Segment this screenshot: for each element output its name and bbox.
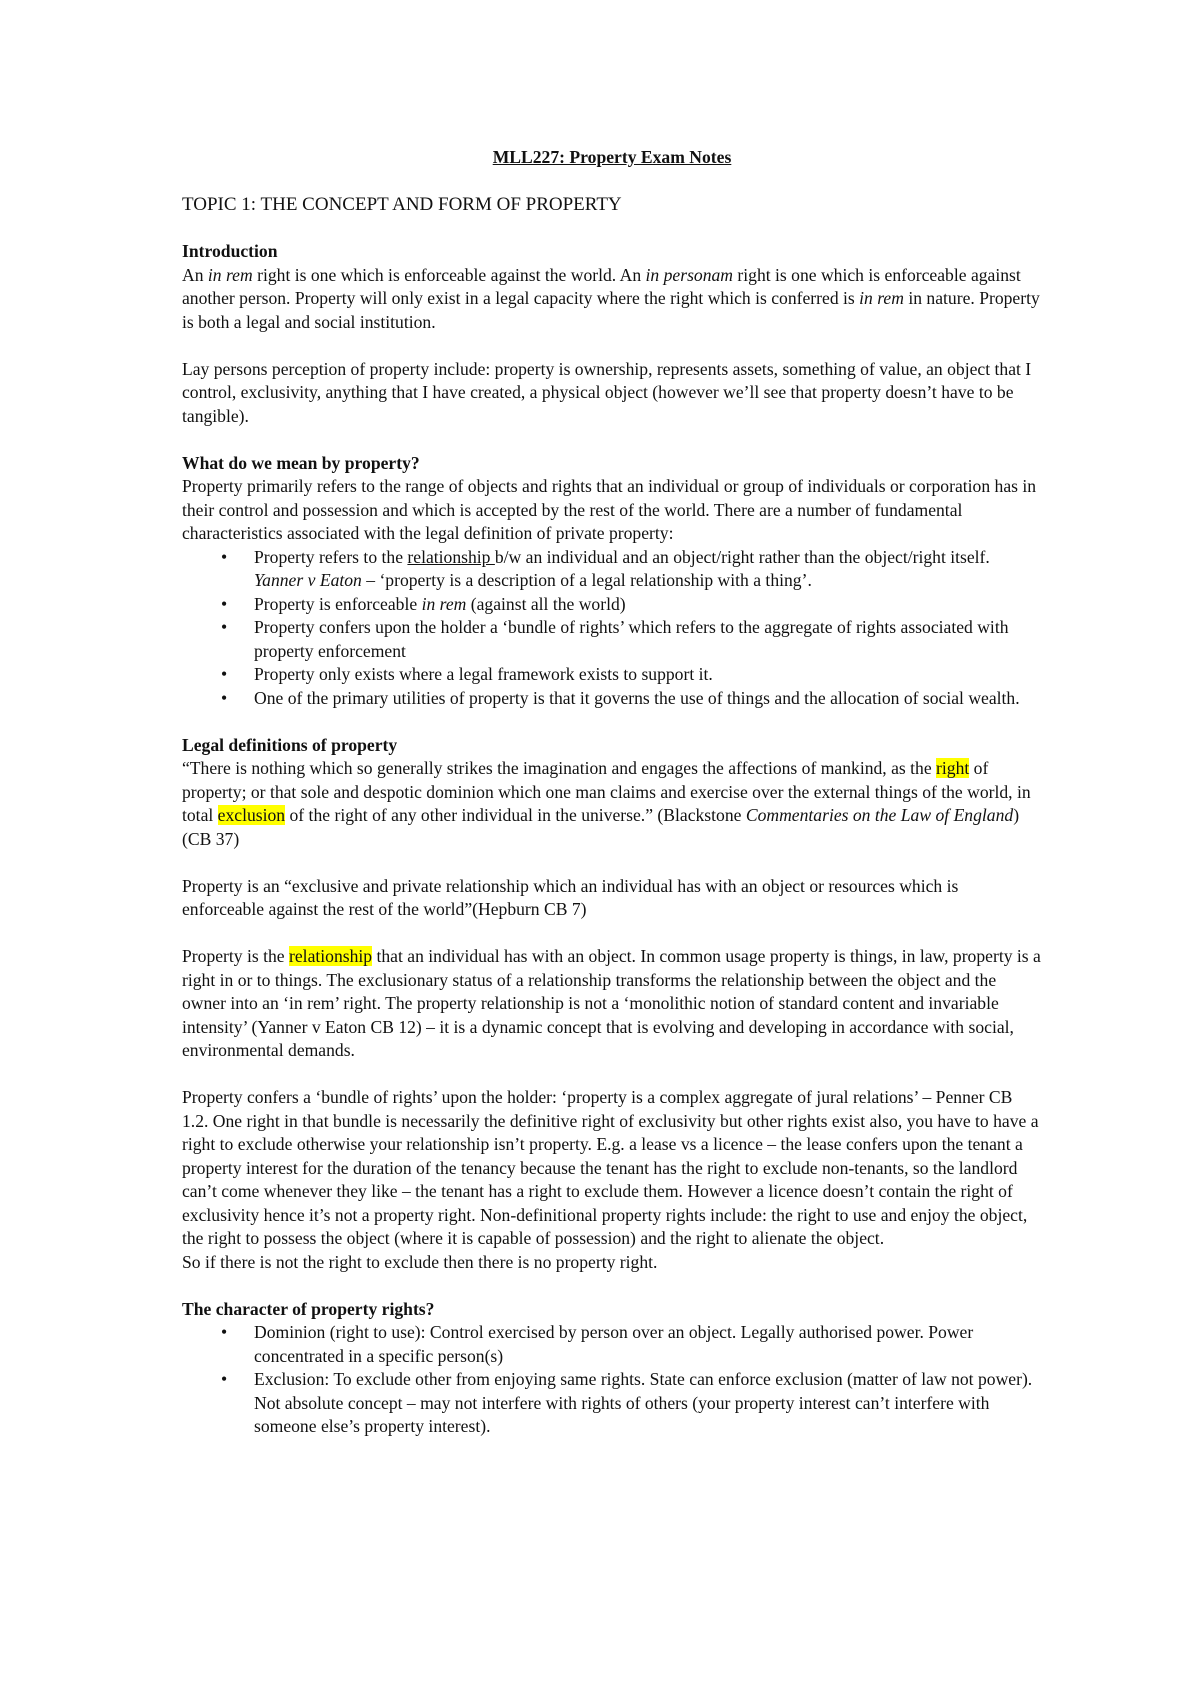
list-item: • One of the primary utilities of property is that it governs the use of things and the allocation of social wealth. — [182, 687, 1042, 711]
highlight-relationship: relationship — [289, 946, 373, 966]
lay-persons-paragraph: Lay persons perception of property include: property is ownership, represents assets, something of value, an object that I control, exclusivity, anything that I have created, a physical object (however we’ll see that property doesn’t have to be tangible). — [182, 358, 1032, 426]
bundle-of-rights-paragraph: Property confers a ‘bundle of rights’ upon the holder: ‘property is a complex aggregate of jural relations’ – Penner CB 1.2. One right in that bundle is necessarily the definitive right of exclusivity but other rights exist also, you have to have a right to exclude otherwise your relationship isn’t property. E.g. a lease vs a licence – the lease confers upon the tenant a property interest for the duration of the tenancy because the tenant has the right to exclude non-tenants, so the landlord can’t come whenever they like – the tenant has a right to exclude them. However a licence doesn’t contain the right of exclusivity hence it’s not a property right. Non-definitional property rights include: the right to use and enjoy the object, the right to possess the object (where it is capable of possession) and the right to alienate the object. — [182, 1087, 1039, 1248]
list-item: • Exclusion: To exclude other from enjoying same rights. State can enforce exclusion (matter of law not power). Not absolute concept – may not interfere with rights of others (your property interest can’t interfere with someone else’s property interest). — [182, 1368, 1042, 1439]
topic-heading: TOPIC 1: THE CONCEPT AND FORM OF PROPERTY — [182, 193, 622, 215]
characteristics-list — [182, 546, 1042, 711]
document-title: MLL227: Property Exam Notes — [492, 147, 732, 167]
list-item: • Property only exists where a legal framework exists to support it. — [182, 663, 1042, 687]
hepburn-paragraph: Property is an “exclusive and private relationship which an individual has with an object or resources which is enforceable against the rest of the world”(Hepburn CB 7) — [182, 875, 959, 919]
list-item: • Dominion (right to use): Control exercised by person over an object. Legally authorised power. Power concentrated in a specific person(s) — [182, 1321, 1042, 1368]
conclusion-paragraph: So if there is not the right to exclude then there is no property right. — [182, 1251, 658, 1272]
list-item: • Property confers upon the holder a ‘bundle of rights’ which refers to the aggregate of rights associated with property enforcement — [182, 616, 1042, 663]
introduction-heading: Introduction — [182, 241, 278, 261]
relationship-paragraph: Property is the relationship that an individual has with an object. In common usage property is things, in law, property is a right in or to things. The exclusionary status of a relationship transforms the relationship between the object and the owner into an ‘in rem’ right. The property relationship is not a ‘monolithic notion of standard content and invariable intensity’ (Yanner v Eaton CB 12) – it is a dynamic concept that is evolving and developing in accordance with social, environmental demands. — [182, 946, 1041, 1060]
meaning-heading: What do we mean by property? — [182, 452, 420, 473]
character-list — [182, 1321, 1042, 1439]
list-item: • Property refers to the relationship b/w an individual and an object/right rather than the object/right itself. Yanner v Eaton – ‘property is a description of a legal relationship with a thing’. — [182, 546, 1042, 593]
legal-definitions-heading: Legal definitions of property — [182, 734, 398, 755]
character-heading: The character of property rights? — [182, 1298, 435, 1319]
highlight-right: right — [936, 758, 970, 778]
introduction-paragraph: An in rem right is one which is enforceable against the world. An in personam right is one which is enforceable against another person. Property will only exist in a legal capacity where the right which is conferred is in rem in nature. Property is both a legal and social institution. — [182, 264, 1040, 332]
blackstone-quote: “There is nothing which so generally strikes the imagination and engages the affections of mankind, as the right of property; or that sole and despotic dominion which one man claims and exercise over the external things of the world, in total exclusion of the right of any other individual in the universe.” (Blackstone Commentaries on the Law of England) (CB 37) — [182, 758, 1031, 849]
list-item: • Property is enforceable in rem (against all the world) — [182, 593, 1042, 617]
highlight-exclusion: exclusion — [217, 805, 286, 825]
document-page — [182, 146, 1042, 1439]
meaning-paragraph: Property primarily refers to the range of objects and rights that an individual or group of individuals or corporation has in their control and possession and which is accepted by the rest of the world. There are a number of fundamental characteristics associated with the legal definition of private property: — [182, 476, 1037, 543]
